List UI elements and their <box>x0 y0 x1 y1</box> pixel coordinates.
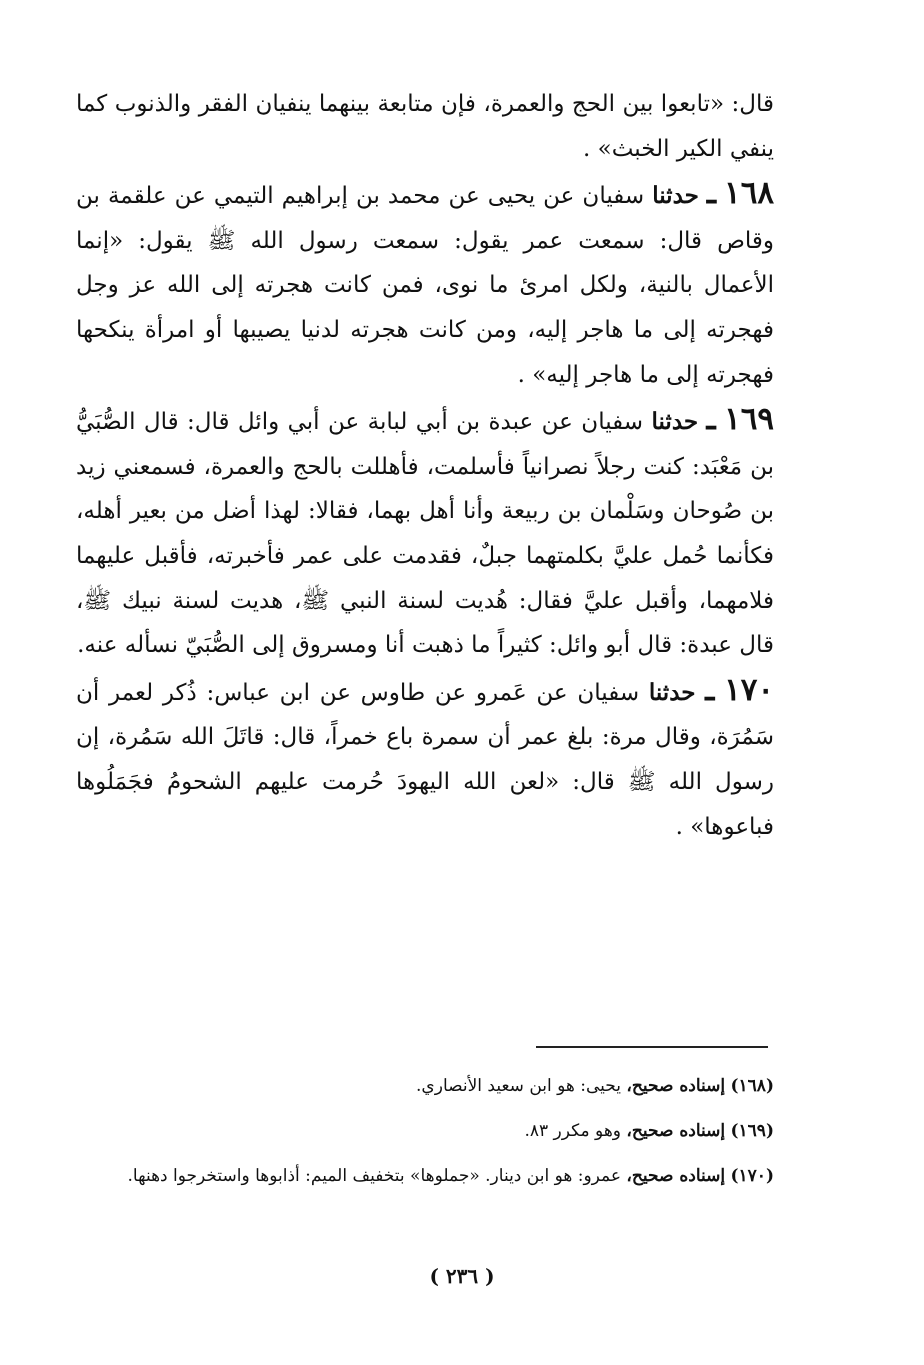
hadith-number: ١٦٩ <box>724 401 775 438</box>
main-text <box>76 82 774 849</box>
footnote-text: عمرو: هو ابن دينار. «جملوها» بتخفيف الميم: أذابوها واستخرجوا دهنها. <box>127 1166 622 1186</box>
continuation-paragraph: قال: «تابعوا بين الحج والعمرة، فإن متابعة بينهما ينفيان الفقر والذنوب كما ينفي الكير الخبث» . <box>76 91 774 162</box>
footnote-title: إسناده صحيح، <box>626 1121 726 1141</box>
footnote-168 <box>74 1064 774 1109</box>
footnote-title: إسناده صحيح، <box>626 1076 726 1096</box>
hadith-number: ١٧٠ <box>724 671 775 708</box>
hadith-dash: ـ <box>706 175 716 212</box>
footnotes <box>74 1064 774 1199</box>
hadith-number: ١٦٨ <box>724 175 774 212</box>
footnote-text: وهو مكرر ٨٣. <box>524 1121 622 1141</box>
hadith-dash: ـ <box>706 401 716 438</box>
hadith-169 <box>76 397 774 668</box>
footnote-number: (١٧٠) <box>730 1166 774 1186</box>
hadith-text: سفيان عن عَمرو عن طاوس عن ابن عباس: ذُكر لعمر أن سَمُرَة، وقال مرة: بلغ عمر أن سمرة باع خمراً، قال: قاتَلَ الله سَمُرة، إن رسول الله ﷺ قال: «لعن الله اليهودَ حُرمت عليهم الشحومُ فجَمَلُوها فباعوها» . <box>76 679 774 840</box>
footnote-170 <box>74 1154 774 1199</box>
hadith-170 <box>76 668 774 849</box>
hadith-lead-word: حدثنا <box>648 678 696 706</box>
footnote-number: (١٦٩) <box>730 1121 774 1141</box>
footnote-separator <box>536 1046 768 1048</box>
page-number: ( ٢٣٦ ) <box>429 1264 495 1288</box>
hadith-168 <box>76 171 774 397</box>
hadith-text: سفيان عن يحيى عن محمد بن إبراهيم التيمي عن علقمة بن وقاص قال: سمعت عمر يقول: سمعت رسول الله ﷺ يقول: «إنما الأعمال بالنية، ولكل امرئ ما نوى، فمن كانت هجرته إلى الله عز وجل فهجرته إلى ما هاجر إليه، ومن كانت هجرته لدنيا يصيبها أو امرأة ينكحها فهجرته إلى ما هاجر إليه» . <box>76 183 774 388</box>
hadith-dash: ـ <box>705 671 715 708</box>
footnote-169 <box>74 1109 774 1154</box>
footnote-number: (١٦٨) <box>730 1076 774 1096</box>
footnote-title: إسناده صحيح، <box>626 1166 726 1186</box>
footnote-text: يحيى: هو ابن سعيد الأنصاري. <box>416 1076 622 1096</box>
hadith-text: سفيان عن عبدة بن أبي لبابة عن أبي وائل قال: قال الصُّبَيُّ بن مَعْبَد: كنت رجلاً نصرانياً فأسلمت، فأهللت بالحج والعمرة، فسمعني زيد بن صُوحان وسَلْمان بن ربيعة وأنا أهل بهما، فقالا: لهذا أضل من بعير أهله، فكأنما حُمل عليَّ بكلمتهما جبلٌ، فقدمت على عمر فأخبرته، فأقبل عليهما فلامهما، وأقبل عليَّ فقال: هُديت لسنة النبي ﷺ، هديت لسنة نبيك ﷺ، قال عبدة: قال أبو وائل: كثيراً ما ذهبت أنا ومسروق إلى الصُّبَيّ نسأله عنه. <box>76 409 774 659</box>
hadith-lead-word: حدثنا <box>652 182 699 210</box>
hadith-lead-word: حدثنا <box>651 408 699 436</box>
